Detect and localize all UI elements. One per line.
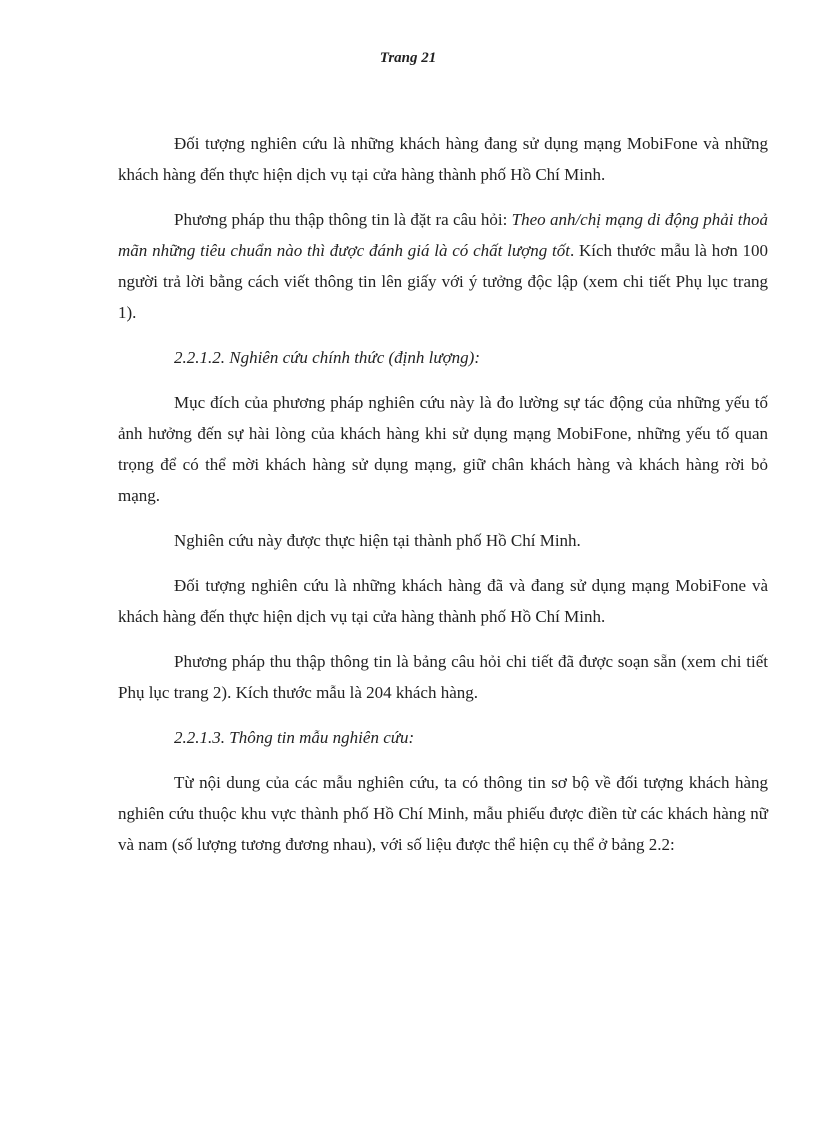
paragraph-research-location: Nghiên cứu này được thực hiện tại thành phố Hồ Chí Minh. (174, 531, 581, 550)
section-heading-2213: 2.2.1.3. Thông tin mẫu nghiên cứu: (174, 728, 415, 747)
paragraph-data-collection-quantitative: Phương pháp thu thập thông tin là bảng câu hỏi chi tiết đã được soạn sẵn (xem chi tiết Phụ lục trang 2). Kích thước mẫu là 204 khách hàng. (118, 652, 768, 702)
paragraph-text: . Kích thước mẫu là hơn 100 người trả lời bằng cách viết thông tin lên giấy với ý tưởng độc lập (xem chi tiết Phụ lục trang 1). (118, 241, 769, 322)
document-body (118, 128, 768, 874)
survey-question: Theo anh/chị mạng di động phải thoả mãn những tiêu chuẩn nào thì được đánh giá là có chất lượng tốt (118, 210, 768, 260)
paragraph-sample-information: Từ nội dung của các mẫu nghiên cứu, ta có thông tin sơ bộ về đối tượng khách hàng nghiên cứu thuộc khu vực thành phố Hồ Chí Minh, mẫu phiếu được điền từ các khách hàng nữ và nam (số lượng tương đương nhau), với số liệu được thể hiện cụ thể ở bảng 2.2: (118, 773, 768, 854)
paragraph-research-subjects-quantitative: Đối tượng nghiên cứu là những khách hàng đã và đang sử dụng mạng MobiFone và khách hàng đến thực hiện dịch vụ tại cửa hàng thành phố Hồ Chí Minh. (118, 576, 768, 626)
paragraph-research-purpose: Mục đích của phương pháp nghiên cứu này là đo lường sự tác động của những yếu tố ảnh hưởng đến sự hài lòng của khách hàng khi sử dụng mạng MobiFone, những yếu tố quan trọng để có thể mời khách hàng sử dụng mạng, giữ chân khách hàng và khách hàng rời bỏ mạng. (118, 393, 768, 505)
paragraph-text: Phương pháp thu thập thông tin là đặt ra câu hỏi: (174, 210, 512, 229)
paragraph-research-subjects: Đối tượng nghiên cứu là những khách hàng đang sử dụng mạng MobiFone và những khách hàng đến thực hiện dịch vụ tại cửa hàng thành phố Hồ Chí Minh. (118, 134, 768, 184)
section-heading-2212: 2.2.1.2. Nghiên cứu chính thức (định lượng): (174, 348, 481, 367)
page-number-header: Trang 21 (379, 50, 437, 66)
paragraph-data-collection-qualitative (118, 204, 768, 328)
